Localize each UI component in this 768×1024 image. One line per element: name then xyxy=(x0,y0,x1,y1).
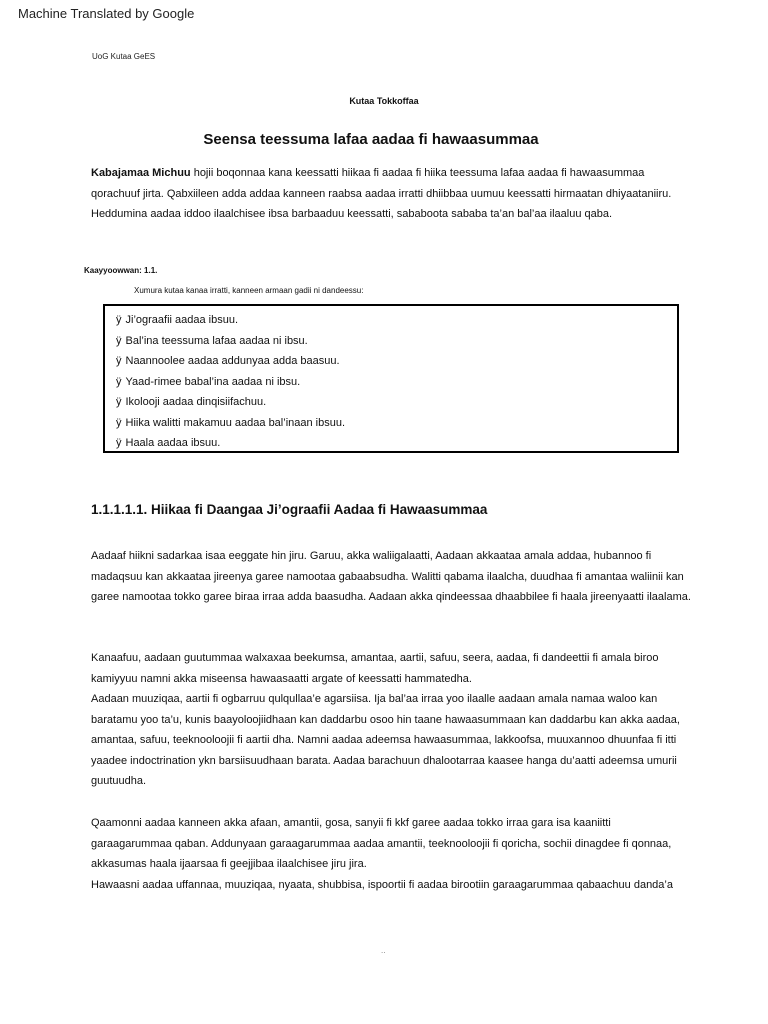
bullet-icon: ÿ xyxy=(116,437,122,449)
bullet-icon: ÿ xyxy=(116,416,122,429)
machine-translated-banner: Machine Translated by Google xyxy=(18,6,195,21)
culture-paragraph-part-1: Kanaafuu, aadaan guutummaa walxaxaa beekumsa, amantaa, aartii, safuu, seera, aadaa, fi dandeettii fi amala biroo kamiyyuu namni akka miseensa hawaasaatti argate of keessatti hammatedha. xyxy=(91,652,659,685)
bullet-icon: ÿ xyxy=(116,334,122,347)
objective-text: Ji’ograafii aadaa ibsuu. xyxy=(125,314,239,326)
objectives-intro: Xumura kutaa kanaa irratti, kanneen armaan gadii ni dandeessu: xyxy=(134,286,364,295)
bullet-icon: ÿ xyxy=(116,314,122,326)
objective-item xyxy=(116,351,677,372)
culture-paragraph-part-2: Aadaan muuziqaa, aartii fi ogbarruu qulqullaa’e agarsiisa. Ija bal’aa irraa yoo ilaalle aadaan amala namaa waloo kan baratamu yoo ta’u, kunis baayoloojiidhaan kan daddarbu osoo hin taane hawaasummaan kan daddarbu kan akka aadaa, amantaa, safuu, teeknooloojii fi aartii dha. Namni aadaa adeemsa hawaasummaa, lakkoofsa, muuxannoo dhuunfaa fi itti yaadee indoctrination ykn barsiisuudhaan barata. Aadaa barachuun dhalootarraa kaasee hanga du’aatti adeemsa umurii guutuudha. xyxy=(91,693,680,787)
culture-paragraph xyxy=(91,648,691,792)
document-title: Seensa teessuma lafaa aadaa fi hawaasummaa xyxy=(203,131,539,148)
definition-paragraph: Aadaaf hiikni sadarkaa isaa eeggate hin jiru. Garuu, akka waliigalaatti, Aadaan akkaataa amala addaa, hubannoo fi madaqsuu kan akkaataa jireenya garee namootaa gabaabsudha. Walitti qabama ilaalcha, duudhaa fi amantaa waliinii kan garee namootaa tokko garee biraa irraa adda baasudha. Aadaan akka qindeessaa dhaabbilee fi haala jireenyaatti ilaalama. xyxy=(91,550,691,603)
bullet-icon: ÿ xyxy=(116,355,122,367)
objective-item xyxy=(116,372,677,393)
objectives-label: Kaayyoowwan: 1.1. xyxy=(84,266,158,275)
objective-item xyxy=(116,413,677,434)
bullet-icon: ÿ xyxy=(116,396,122,408)
intro-bold-name: Kabajamaa Michuu xyxy=(91,167,191,179)
document-header: UoG Kutaa GeES xyxy=(92,52,156,61)
objective-item xyxy=(116,331,677,352)
objective-text: Ikolooji aadaa dinqisiifachuu. xyxy=(125,396,267,408)
objective-text: Hiika walitti makamuu aadaa bal’inaan ibsuu. xyxy=(125,416,346,429)
objectives-box xyxy=(103,304,679,453)
objective-text: Bal’ina teessuma lafaa aadaa ni ibsu. xyxy=(125,334,308,347)
bullet-icon: ÿ xyxy=(116,375,122,388)
intro-paragraph xyxy=(91,163,691,225)
objective-item xyxy=(116,392,677,413)
intro-text: hojii boqonnaa kana keessatti hiikaa fi aadaa fi hiika teessuma lafaa aadaa fi hawaasummaa qorachuuf jirta. Qabxiileen adda addaa kanneen raabsa aadaa irratti dhiibbaa uumuu keessatti hirmaatan dhiyaataniiru. Heddumina aadaa iddoo ilaalchisee ibsa barbaaduu keessatti, sababoota sababa ta’an bal’aa ilaaluu qaba. xyxy=(91,167,672,220)
objective-text: Haala aadaa ibsuu. xyxy=(125,437,221,449)
page-footer-mark: .. xyxy=(381,946,386,955)
section-subheading: 1.1.1.1.1. Hiikaa fi Daangaa Ji’ograafii Aadaa fi Hawaasummaa xyxy=(91,502,488,517)
objective-item xyxy=(116,310,677,331)
diversity-paragraph-part-2: Hawaasni aadaa uffannaa, muuziqaa, nyaata, shubbisa, ispoortii fi aadaa birootiin garaagarummaa qabaachuu danda’a xyxy=(91,878,673,891)
objective-text: Yaad-rimee babal’ina aadaa ni ibsu. xyxy=(125,375,301,388)
diversity-paragraph xyxy=(91,813,691,895)
objective-item xyxy=(116,433,677,454)
objective-text: Naannoolee aadaa addunyaa adda baasuu. xyxy=(125,355,340,367)
diversity-paragraph-part-1: Qaamonni aadaa kanneen akka afaan, amantii, gosa, sanyii fi kkf garee aadaa tokko irraa gara isa kaaniitti garaagarummaa qaban. Addunyaan garaagarummaa aadaa amantii, teeknooloojii fi qoricha, sochii dinagdee fi qonnaa, akkasumas haala ijaarsaa fi geejjibaa ilaalchisee jiru jira. xyxy=(91,817,672,870)
section-title: Kutaa Tokkoffaa xyxy=(349,96,419,106)
